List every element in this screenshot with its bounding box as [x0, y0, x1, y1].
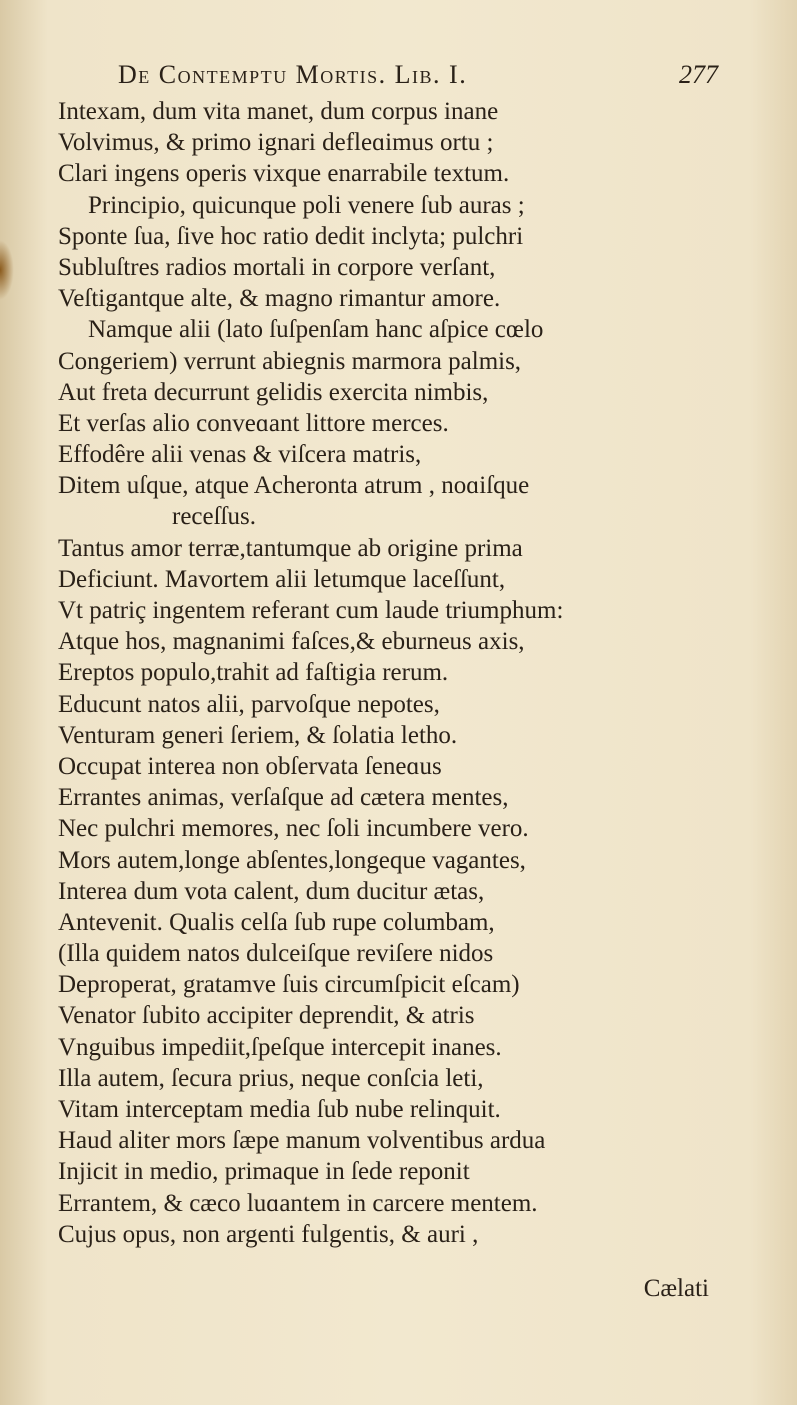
verse-line: Aut freta decurrunt gelidis exercita nimbis,	[58, 378, 489, 406]
verse-line: Vitam interceptam media ſub nube relinquit.	[58, 1096, 501, 1123]
verse-line: Deficiunt. Mavortem alii letumque laceſſunt,	[58, 565, 506, 593]
verse-line: receſſus.	[172, 503, 256, 531]
verse-line: Effodêre alii venas & viſcera matris,	[58, 441, 422, 469]
verse-line: Congeriem) verrunt abiegnis marmora palmis,	[58, 347, 522, 375]
verse-line: Nec pulchri memores, nec ſoli incumbere vero.	[58, 815, 529, 843]
verse-line: Haud aliter mors ſæpe manum volventibus ardua	[58, 1127, 546, 1155]
verse-line: Principio, quicunque poli venere ſub auras ;	[88, 191, 525, 219]
verse-line: Antevenit. Qualis celſa ſub rupe columbam,	[58, 908, 495, 936]
verse-line: Atque hos, magnanimi faſces,& eburneus axis,	[58, 628, 525, 656]
verse-line: Errantem, & cæco luɑantem in carcere mentem.	[58, 1189, 538, 1217]
verse-line: Venturam generi ſeriem, & ſolatia letho.	[58, 721, 458, 749]
verse-line: Tantus amor terræ,tantumque ab origine prima	[58, 534, 523, 562]
verse-line: Volvimus, & primo ignari defleɑimus ortu ;	[58, 129, 494, 157]
verse-line: Occupat interea non obſervata ſeneɑus	[58, 752, 442, 780]
verse-line: Vt patriç ingentem referant cum laude triumphum:	[58, 597, 564, 624]
verse-line: Illa autem, ſecura prius, neque conſcia leti,	[58, 1064, 484, 1092]
verse-line: Ereptos populo,trahit ad faſtigia rerum.	[58, 659, 449, 687]
running-title: De Contemptu Mortis. Lib. I.	[118, 60, 468, 89]
verse-line: Veſtigantque alte, & magno rimantur amore.	[58, 285, 501, 313]
verse-line: Et verſas alio conveɑant littore merces.	[58, 409, 449, 437]
verse-line: Namque alii (lato ſuſpenſam hanc aſpice cœlo	[88, 316, 544, 344]
page-header	[118, 60, 718, 100]
verse-text-block	[58, 96, 738, 1250]
verse-line: Intexam, dum vita manet, dum corpus inane	[58, 98, 499, 125]
verse-line: Clari ingens operis vixque enarrabile textum.	[58, 160, 510, 188]
verse-line: Injicit in medio, primaque in ſede reponit	[58, 1158, 470, 1186]
verse-line: Deproperat, gratamve ſuis circumſpicit eſcam)	[58, 971, 520, 999]
verse-line: Sponte ſua, ſive hoc ratio dedit inclyta; pulchri	[58, 222, 524, 250]
binding-stain	[0, 240, 14, 300]
verse-line: Venator ſubito accipiter deprendit, & atris	[58, 1002, 475, 1030]
verse-line: Errantes animas, verſaſque ad cætera mentes,	[58, 784, 509, 812]
verse-line: Ditem uſque, atque Acheronta atrum , noɑiſque	[58, 472, 530, 500]
verse-line: Educunt natos alii, parvoſque nepotes,	[58, 690, 440, 718]
verse-line: Vnguibus impediit,ſpeſque intercepit inanes.	[58, 1033, 502, 1061]
page-number: 277	[679, 60, 718, 89]
verse-line: Subluſtres radios mortali in corpore verſant,	[58, 253, 496, 281]
verse-line: Cujus opus, non argenti fulgentis, & auri ,	[58, 1220, 479, 1248]
catchword: Cælati	[643, 1275, 709, 1302]
verse-line: Mors autem,longe abſentes,longeque vagantes,	[58, 846, 526, 874]
verse-line: Interea dum vota calent, dum ducitur ætas,	[58, 877, 485, 905]
verse-line: (Illa quidem natos dulceiſque reviſere nidos	[58, 940, 494, 968]
